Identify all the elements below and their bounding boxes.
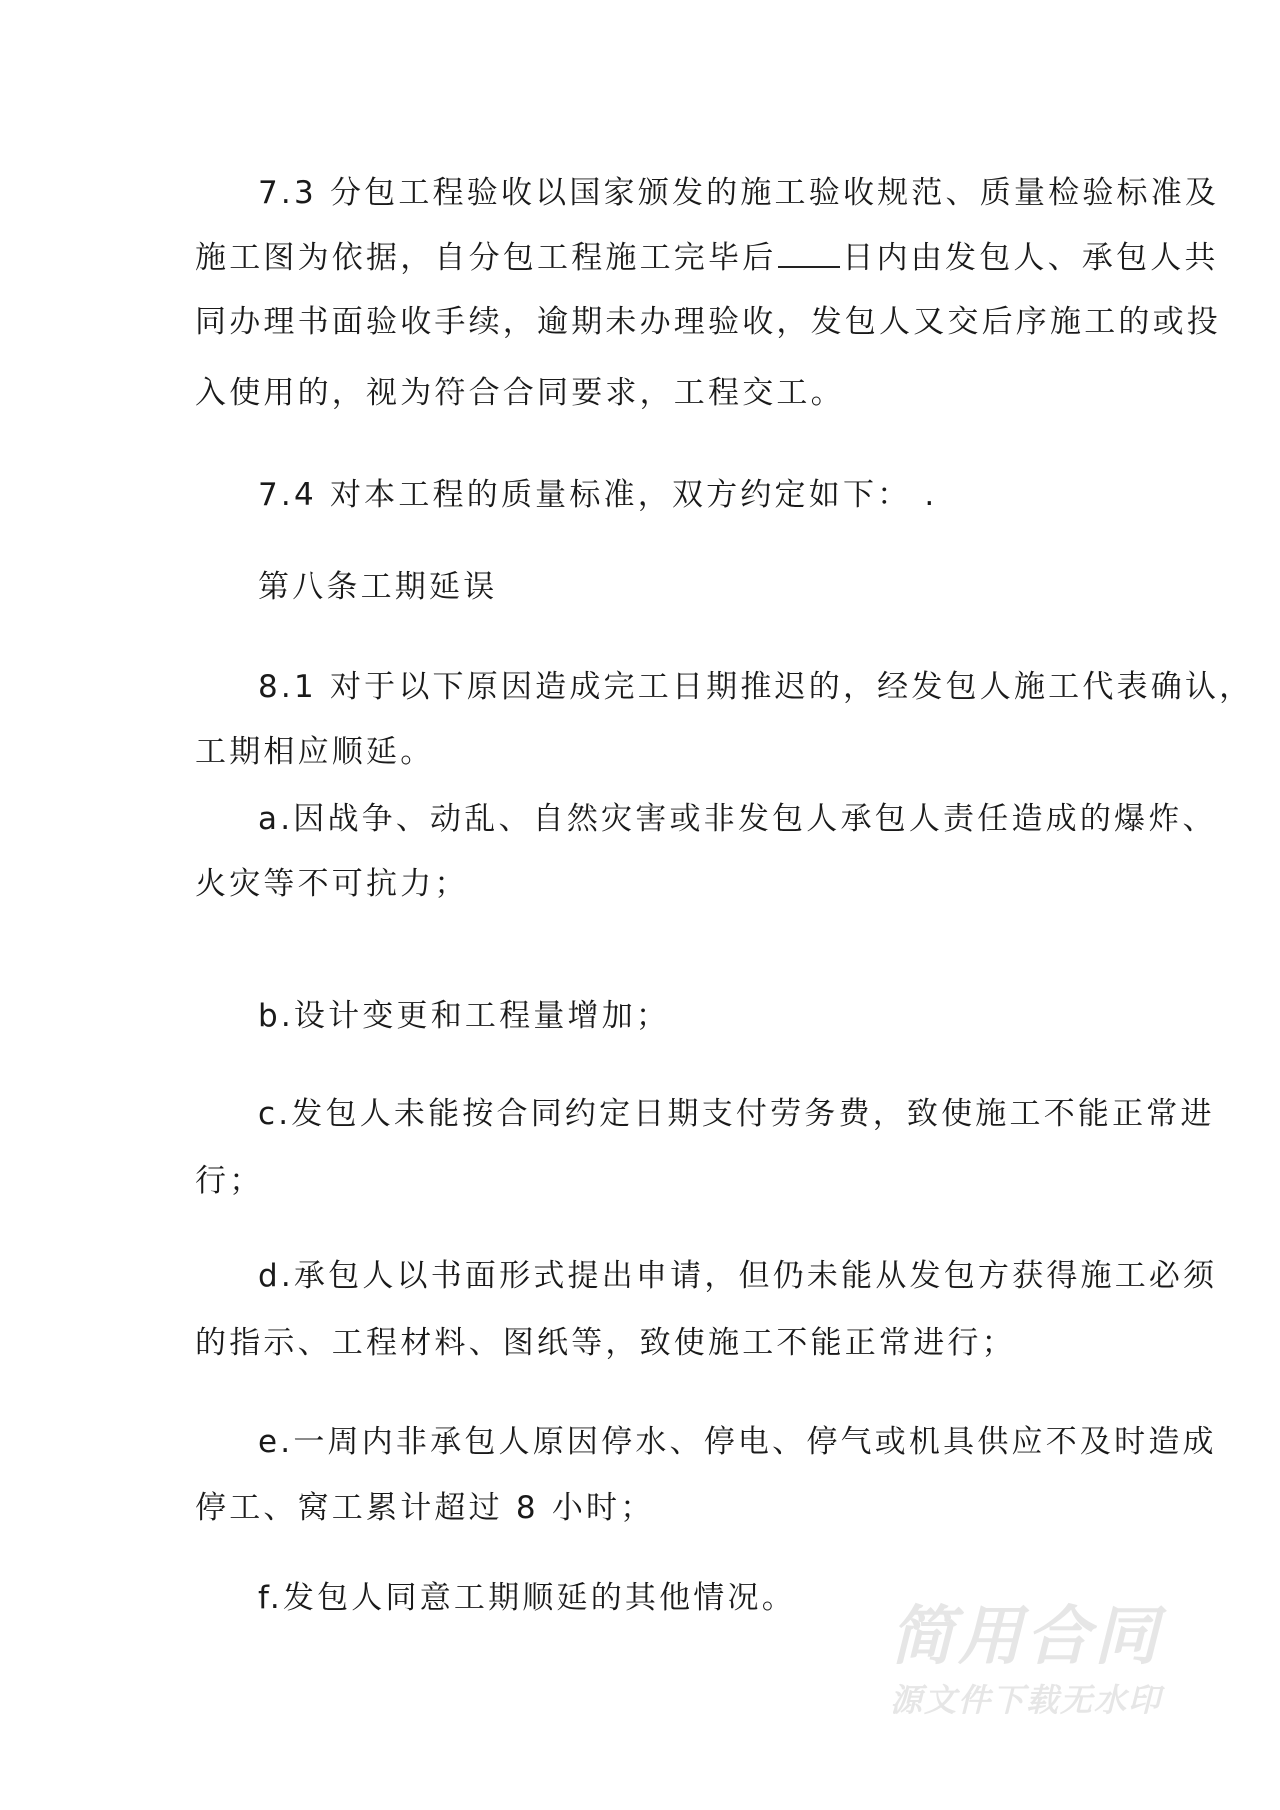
section-heading-8: 第八条工期延误 xyxy=(258,569,498,605)
watermark-title: 简用合同 xyxy=(890,1600,1162,1674)
item-d-line-2: 的指示、工程材料、图纸等，致使施工不能正常进行； xyxy=(195,1325,1016,1361)
item-c-line-2: 行； xyxy=(195,1163,264,1199)
paragraph-8-1-line-1: 8.1 对于以下原因造成完工日期推迟的，经发包人施工代表确认， xyxy=(258,669,1254,705)
item-c-line-1: c.发包人未能按合同约定日期支付劳务费，致使施工不能正常进 xyxy=(258,1096,1215,1132)
watermark-subtitle: 源文件下载无水印 xyxy=(890,1681,1163,1719)
paragraph-7-3-line-2 xyxy=(195,238,1219,278)
item-b: b.设计变更和工程量增加； xyxy=(258,998,671,1034)
item-f: f.发包人同意工期顺延的其他情况。 xyxy=(258,1580,796,1616)
paragraph-7-3-line-4: 入使用的，视为符合合同要求，工程交工。 xyxy=(195,375,845,411)
item-d-line-1: d.承包人以书面形式提出申请，但仍未能从发包方获得施工必须 xyxy=(258,1258,1218,1294)
fill-in-blank xyxy=(778,240,840,268)
paragraph-8-1-line-2: 工期相应顺延。 xyxy=(195,734,435,770)
paragraph-7-3-text: 施工图为依据，自分包工程施工完毕后 xyxy=(195,240,777,276)
item-a-line-1: a.因战争、动乱、自然灾害或非发包人承包人责任造成的爆炸、 xyxy=(258,801,1217,837)
paragraph-7-4: 7.4 对本工程的质量标准，双方约定如下： . xyxy=(258,477,938,513)
paragraph-7-3-line-1: 7.3 分包工程验收以国家颁发的施工验收规范、质量检验标准及 xyxy=(258,175,1220,211)
item-a-line-2: 火灾等不可抗力； xyxy=(195,866,469,902)
paragraph-7-3-text-cont: 日内由发包人、承包人共 xyxy=(842,240,1219,276)
item-e-line-2: 停工、窝工累计超过 8 小时； xyxy=(195,1490,655,1526)
paragraph-7-3-line-3: 同办理书面验收手续，逾期未办理验收，发包人又交后序施工的或投 xyxy=(195,304,1221,340)
item-e-line-1: e.一周内非承包人原因停水、停电、停气或机具供应不及时造成 xyxy=(258,1424,1217,1460)
